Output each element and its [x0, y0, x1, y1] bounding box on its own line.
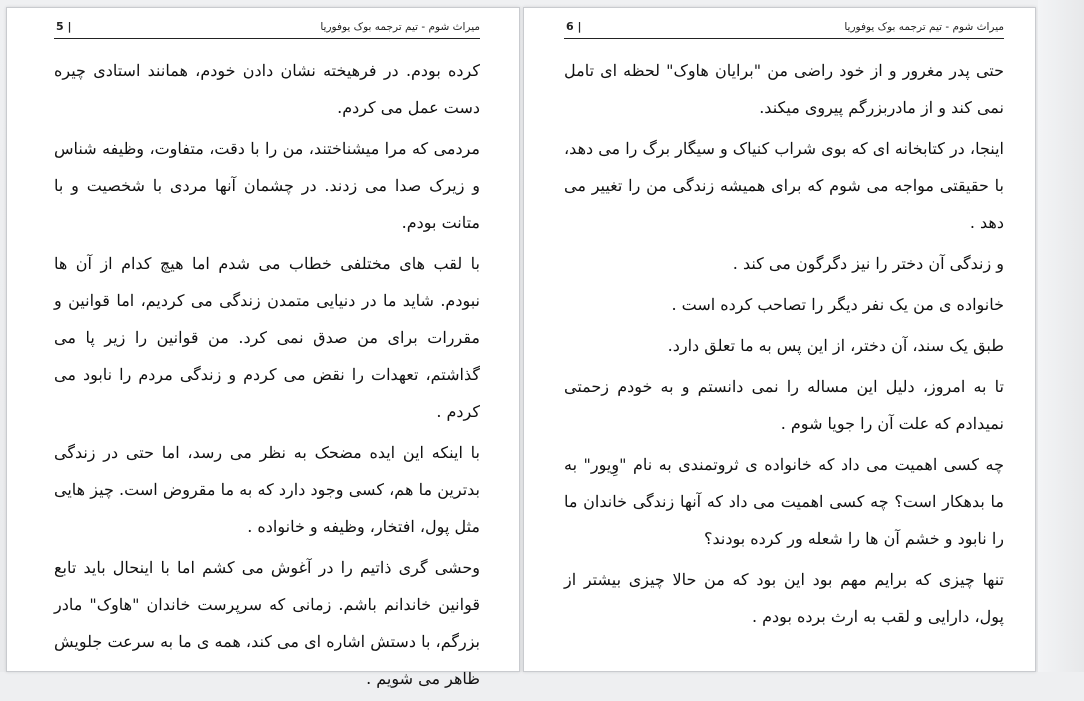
paragraph: مردمی که مرا میشناختند، من را با دقت، متفاوت، وظیفه شناس و زیرک صدا می زدند. در چشمان آنها مردی با شخصیت و با متانت بودم. — [54, 139, 480, 232]
paragraph: با لقب های مختلفی خطاب می شدم اما هیچ کدام از آن ها نبودم. شاید ما در دنیایی متمدن زندگی می کردیم، اما قوانین و مقررات برای من صدق نمی کرد. من قوانین را زیر پا می گذاشتم، تعهدات را نقض می کردم و زندگی مردم را نابود می کردم . — [54, 254, 480, 421]
page-number: 6 | — [566, 20, 582, 33]
header-title: میراث شوم - تیم ترجمه بوک یوفوریا — [844, 21, 1004, 33]
paragraph: تنها چیزی که برایم مهم بود این بود که من حالا چیزی بیشتر از پول، دارایی و لقب به ارث برده بودم . — [564, 570, 1004, 626]
paragraph: حتی پدر مغرور و از خود راضی من "برایان هاوک" لحظه ای تامل نمی کند و از مادربزرگم پیروی میکند. — [564, 61, 1004, 117]
page-6 — [523, 7, 1036, 672]
page-5 — [6, 7, 520, 688]
page-header — [54, 20, 480, 39]
page-body — [564, 52, 1004, 639]
paragraph: اینجا، در کتابخانه ای که بوی شراب کنیاک و سیگار برگ را می دهد، با حقیقتی مواجه می شوم که برای همیشه زندگی من را تغییر می دهد . — [564, 139, 1005, 232]
viewer-scroll-area[interactable] — [1038, 0, 1084, 672]
page-body — [54, 52, 480, 701]
paragraph: چه کسی اهمیت می داد که خانواده ی ثروتمندی به نام "وِیور" به ما بدهکار است؟ چه کسی اهمیت می داد که آنها زندگی خاندان ما را نابود و خشم آن ها را شعله ور کرده بودند؟ — [564, 455, 1004, 548]
paragraph: با اینکه این ایده مضحک به نظر می رسد، اما حتی در زندگی بدترین ما هم، کسی وجود دارد که به ما مقروض است. چیز هایی مثل پول، افتخار، وظیفه و خانواده . — [54, 443, 480, 536]
page-header — [564, 20, 1004, 39]
paragraph: کرده بودم. در فرهیخته نشان دادن خودم، همانند استادی چیره دست عمل می کردم. — [54, 61, 480, 117]
paragraph: طبق یک سند، آن دختر، از این پس به ما تعلق دارد. — [667, 336, 1004, 355]
paragraph: وحشی گری ذاتیم را در آغوش می کشم اما با اینحال باید تابع قوانین خاندانم باشم. زمانی که سرپرست خاندان "هاوک" مادر بزرگم، با دستش اشاره ای می کند، همه ی ما به سرعت جلویش ظاهر می شویم . — [54, 558, 480, 688]
page-number: 5 | — [56, 20, 72, 33]
header-title: میراث شوم - تیم ترجمه بوک یوفوریا — [320, 21, 480, 33]
paragraph: خانواده ی من یک نفر دیگر را تصاحب کرده است . — [671, 295, 1004, 314]
paragraph: تا به امروز، دلیل این مساله را نمی دانستم و به خودم زحمتی نمیدادم که علت آن را جویا شوم . — [564, 377, 1004, 433]
paragraph: و زندگی آن دختر را نیز دگرگون می کند . — [732, 254, 1004, 273]
